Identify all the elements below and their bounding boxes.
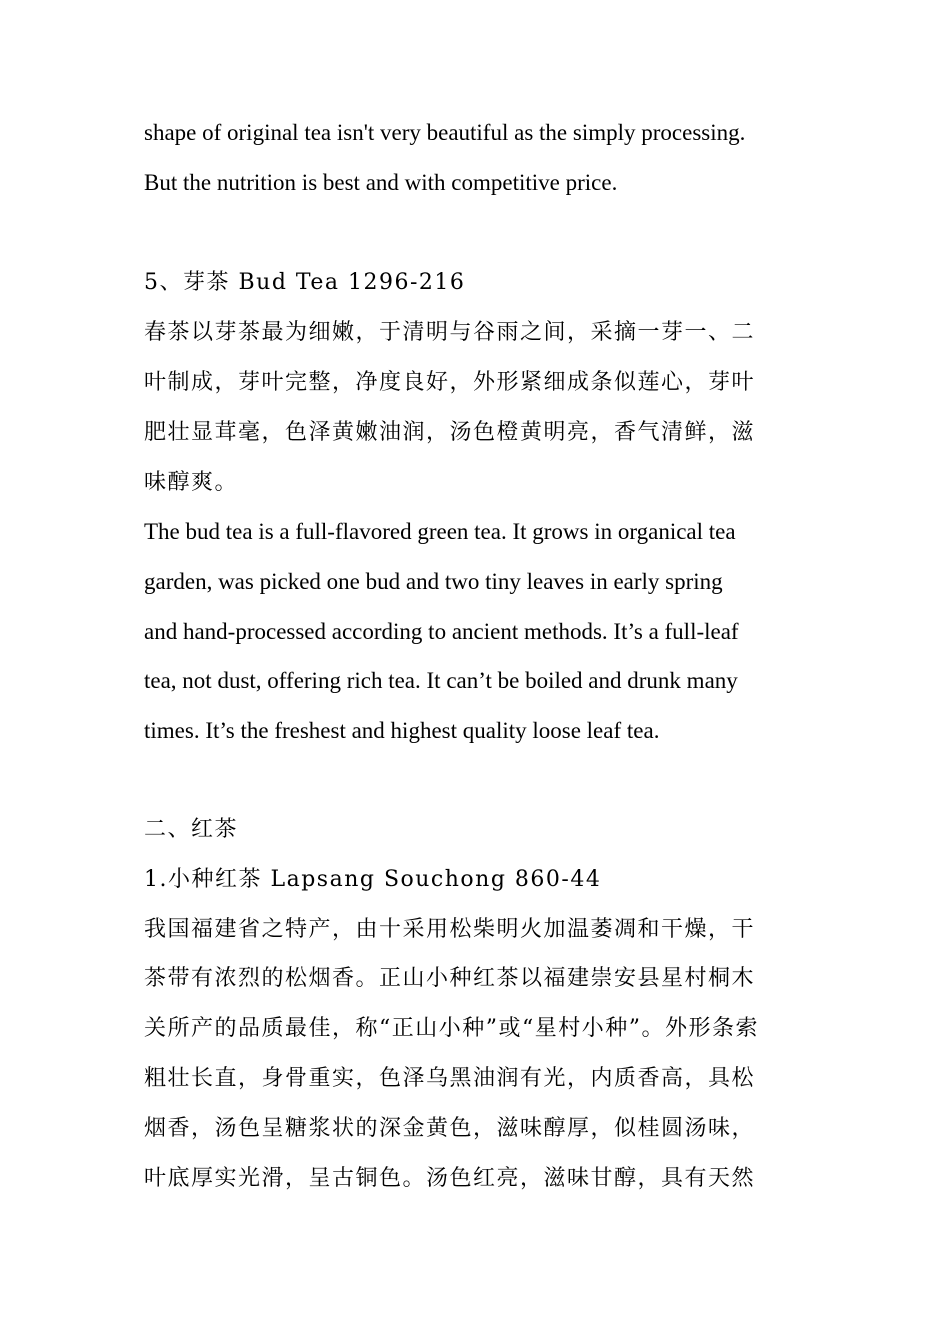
black-tea-zh-line: 粗壮长直，身骨重实，色泽乌黑油润有光，内质香高，具松 (144, 1066, 756, 1091)
bud-tea-en-line: times. It’s the freshest and highest quality loose leaf tea. (144, 718, 660, 743)
black-tea-zh-line: 叶底厚实光滑，呈古铜色。汤色红亮，滋味甘醇，具有天然 (144, 1166, 756, 1191)
bud-tea-en-line: The bud tea is a full-flavored green tea. It grows in organical tea (144, 519, 736, 544)
black-tea-zh-line: 关所产的品质最佳，称“正山小种”或“星村小种”。外形条索 (144, 1016, 759, 1041)
bud-tea-zh-line: 春茶以芽茶最为细嫩，于清明与谷雨之间，采摘一芽一、二 (144, 320, 756, 345)
bud-tea-zh-line: 味醇爽。 (144, 470, 239, 495)
black-tea-section-heading: 二、红茶 (144, 817, 239, 842)
bud-tea-en-line: tea, not dust, offering rich tea. It can’t be boiled and drunk many (144, 668, 738, 693)
lapsang-souchong-heading: 1.小种红茶 Lapsang Souchong 860-44 (144, 867, 602, 892)
bud-tea-en-line: and hand-processed according to ancient methods. It’s a full-leaf (144, 619, 739, 644)
black-tea-zh-line: 烟香，汤色呈糖浆状的深金黄色，滋味醇厚，似桂圆汤味， (144, 1116, 756, 1141)
black-tea-zh-line: 我国福建省之特产，由十采用松柴明火加温萎凋和干燥，干 (144, 917, 756, 942)
bud-tea-zh-line: 肥壮显茸毫，色泽黄嫩油润，汤色橙黄明亮，香气清鲜，滋 (144, 420, 756, 445)
paragraph-line: shape of original tea isn't very beautiful as the simply processing. (144, 120, 746, 145)
bud-tea-en-line: garden, was picked one bud and two tiny leaves in early spring (144, 569, 723, 594)
paragraph-line: But the nutrition is best and with competitive price. (144, 170, 618, 195)
bud-tea-heading: 5、芽茶 Bud Tea 1296-216 (144, 270, 466, 295)
black-tea-zh-line: 茶带有浓烈的松烟香。正山小种红茶以福建崇安县星村桐木 (144, 966, 756, 991)
bud-tea-zh-line: 叶制成，芽叶完整，净度良好，外形紧细成条似莲心，芽叶 (144, 370, 756, 395)
